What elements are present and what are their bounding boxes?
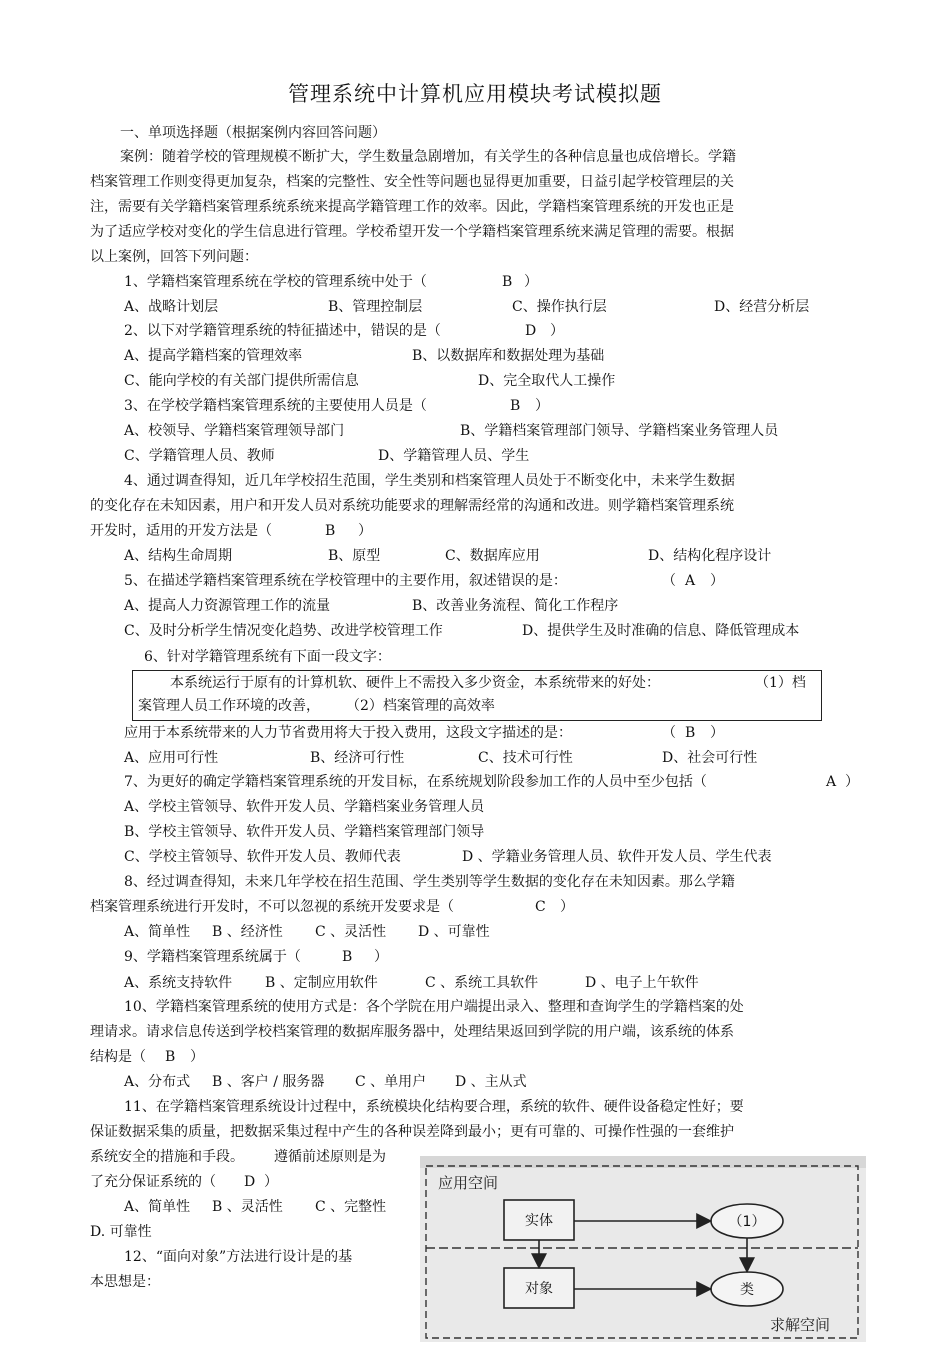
question-10-line-3: 结构是（	[90, 1049, 146, 1065]
question-9-close: ）	[374, 949, 388, 965]
question-11-option-d: D. 可靠性	[90, 1224, 152, 1240]
case-line-1: 案例：随着学校的管理规模不断扩大，学生数量急剧增加，有关学生的各种信息量也成倍增长。学籍	[120, 149, 736, 165]
question-5-stem: 5、在描述学籍档案管理系统在学校管理中的主要作用，叙述错误的是：	[124, 573, 567, 589]
question-4-option-a: A、结构生命周期	[124, 548, 233, 564]
question-3-option-b: B、学籍档案管理部门领导、学籍档案业务管理人员	[460, 423, 779, 439]
question-4-answer: B	[325, 523, 336, 539]
question-6-option-d: D、社会可行性	[662, 750, 758, 766]
question-4-option-c: C、数据库应用	[445, 548, 540, 564]
entity-label: 实体	[525, 1213, 553, 1229]
question-5-open: （	[662, 573, 676, 589]
question-11-option-c: C 、完整性	[315, 1199, 387, 1215]
quoted-text-line-2: 案管理人员工作环境的改善，	[138, 698, 320, 714]
case-line-2: 档案管理工作则变得更加复杂，档案的完整性、安全性等问题也显得更加重要，日益引起学校管理层的关	[90, 174, 734, 190]
question-7-close: ）	[845, 774, 859, 790]
question-6-open: （	[662, 725, 676, 741]
question-5-close: ）	[710, 573, 724, 589]
question-11-close: ）	[264, 1174, 278, 1190]
question-11-option-b: B 、灵活性	[212, 1199, 283, 1215]
question-11-line-4: 了充分保证系统的（	[90, 1174, 216, 1190]
quoted-text-line-1-end: （1）档	[755, 675, 806, 691]
question-10-close: ）	[190, 1049, 204, 1065]
question-5-option-a: A、提高人力资源管理工作的流量	[124, 598, 331, 614]
question-2-stem: 2、以下对学籍管理系统的特征描述中，错误的是（	[124, 323, 441, 339]
question-9-option-c: C 、系统工具软件	[425, 975, 539, 991]
case-line-3: 注，需要有关学籍档案管理系统系统来提高学籍管理工作的效率。因此，学籍档案管理系统的开发也正是	[90, 199, 734, 215]
question-2-option-a: A、提高学籍档案的管理效率	[124, 348, 303, 364]
question-11-line-3-end: 遵循前述原则是为	[274, 1149, 386, 1165]
question-2-option-c: C、能向学校的有关部门提供所需信息	[124, 373, 359, 389]
question-3-answer: B	[510, 398, 521, 414]
quoted-text-line-2-end: （2）档案管理的高效率	[346, 698, 495, 714]
question-6-after: 应用于本系统带来的人力节省费用将大于投入费用，这段文字描述的是：	[124, 725, 572, 741]
question-6-stem: 6、针对学籍管理系统有下面一段文字：	[144, 649, 391, 665]
question-8-option-c: C 、灵活性	[315, 924, 387, 940]
question-4-option-d: D、结构化程序设计	[648, 548, 772, 564]
question-8-option-a: A、简单性	[124, 924, 191, 940]
question-8-answer: C	[535, 899, 546, 915]
question-6-option-b: B、经济可行性	[310, 750, 405, 766]
case-line-4: 为了适应学校对变化的学生信息进行管理。学校希望开发一个学籍档案管理系统来满足管理的需要。根据	[90, 224, 734, 240]
page-title: 管理系统中计算机应用模块考试模拟题	[288, 82, 662, 106]
question-3-option-c: C、学籍管理人员、教师	[124, 448, 275, 464]
question-9-option-b: B 、定制应用软件	[265, 975, 378, 991]
question-6-answer: B	[685, 725, 696, 741]
question-4-close: ）	[358, 523, 372, 539]
question-6-option-a: A、应用可行性	[124, 750, 219, 766]
question-7-option-d: D 、学籍业务管理人员、软件开发人员、学生代表	[462, 849, 772, 865]
question-4-option-b: B、原型	[328, 548, 381, 564]
question-1-option-b: B、管理控制层	[328, 299, 423, 315]
question-1-option-d: D、经营分析层	[714, 299, 810, 315]
quoted-text-line-1: 本系统运行于原有的计算机软、硬件上不需投入多少资金，本系统带来的好处：	[170, 675, 660, 691]
question-8-close: ）	[560, 899, 574, 915]
question-12-line-1: 12、“面向对象”方法进行设计是的基	[124, 1249, 353, 1265]
question-10-answer: B	[165, 1049, 176, 1065]
blank-label: （1）	[728, 1214, 766, 1230]
question-5-answer: A	[685, 573, 696, 589]
question-9-option-a: A、系统支持软件	[124, 975, 233, 991]
question-4-line-1: 4、通过调查得知，近几年学校招生范围，学生类别和档案管理人员处于不断变化中，未来学生数据	[124, 473, 735, 489]
section-heading: 一、单项选择题（根据案例内容回答问题）	[120, 125, 386, 141]
question-4-line-3: 开发时，适用的开发方法是（	[90, 523, 272, 539]
question-1-option-a: A、战略计划层	[124, 299, 219, 315]
question-3-close: ）	[535, 398, 549, 414]
question-7-stem: 7、为更好的确定学籍档案管理系统的开发目标，在系统规划阶段参加工作的人员中至少包括（	[124, 774, 707, 790]
question-11-option-a: A、简单性	[124, 1199, 191, 1215]
question-1-close: ）	[524, 274, 538, 290]
question-5-option-c: C、及时分析学生情况变化趋势、改进学校管理工作	[124, 623, 443, 639]
question-6-option-c: C、技术可行性	[478, 750, 573, 766]
class-label: 类	[740, 1282, 754, 1298]
question-10-option-b: B 、客户 / 服务器	[212, 1074, 325, 1090]
question-8-option-b: B 、经济性	[212, 924, 283, 940]
question-4-line-2: 的变化存在未知因素，用户和开发人员对系统功能要求的理解需经常的沟通和改进。则学籍档案管理系统	[90, 498, 734, 514]
question-3-stem: 3、在学校学籍档案管理系统的主要使用人员是（	[124, 398, 427, 414]
question-3-option-d: D、学籍管理人员、学生	[378, 448, 530, 464]
question-10-option-d: D 、主从式	[455, 1074, 527, 1090]
question-2-answer: D	[525, 323, 537, 339]
question-7-option-b: B、学校主管领导、软件开发人员、学籍档案管理部门领导	[124, 824, 485, 840]
question-11-line-3: 系统安全的措施和手段。	[90, 1149, 244, 1165]
question-7-option-c: C、学校主管领导、软件开发人员、教师代表	[124, 849, 401, 865]
question-9-answer: B	[342, 949, 353, 965]
application-space-label: 应用空间	[438, 1174, 499, 1192]
case-line-5: 以上案例，回答下列问题：	[90, 249, 258, 265]
question-9-option-d: D 、电子上午软件	[585, 975, 699, 991]
question-1-stem: 1、学籍档案管理系统在学校的管理系统中处于（	[124, 274, 427, 290]
question-1-option-c: C、操作执行层	[512, 299, 607, 315]
question-7-option-a: A、学校主管领导、软件开发人员、学籍档案业务管理人员	[124, 799, 485, 815]
question-3-option-a: A、校领导、学籍档案管理领导部门	[124, 423, 345, 439]
question-7-answer: A	[826, 774, 837, 790]
question-12-line-2: 本思想是：	[90, 1274, 160, 1290]
question-2-option-d: D、完全取代人工操作	[478, 373, 616, 389]
question-9-stem: 9、学籍档案管理系统属于（	[124, 949, 301, 965]
object-label: 对象	[525, 1281, 553, 1297]
question-5-option-d: D、提供学生及时准确的信息、降低管理成本	[522, 623, 800, 639]
question-6-close: ）	[710, 725, 724, 741]
question-2-close: ）	[550, 323, 564, 339]
question-8-line-1: 8、经过调查得知，未来几年学校在招生范围、学生类别等学生数据的变化存在未知因素。那么学籍	[124, 874, 735, 890]
question-11-line-2: 保证数据采集的质量，把数据采集过程中产生的各种误差降到最小；更有可靠的、可操作性强的一套维护	[90, 1124, 734, 1140]
question-10-option-a: A、分布式	[124, 1074, 191, 1090]
question-8-option-d: D 、可靠性	[418, 924, 490, 940]
solution-space-label: 求解空间	[770, 1316, 831, 1334]
question-5-option-b: B、改善业务流程、简化工作程序	[412, 598, 619, 614]
question-10-line-1: 10、学籍档案管理系统的使用方式是：各个学院在用户端提出录入、整理和查询学生的学籍档案的处	[124, 999, 744, 1015]
question-1-answer: B	[502, 274, 513, 290]
question-10-option-c: C 、单用户	[355, 1074, 427, 1090]
object-oriented-diagram	[420, 1156, 866, 1342]
question-11-line-1: 11、在学籍档案管理系统设计过程中，系统模块化结构要合理，系统的软件、硬件设备稳定性好；要	[124, 1099, 744, 1115]
question-10-line-2: 理请求。请求信息传送到学校档案管理的数据库服务器中，处理结果返回到学院的用户端，该系统的体系	[90, 1024, 734, 1040]
question-8-line-2: 档案管理系统进行开发时，不可以忽视的系统开发要求是（	[90, 899, 454, 915]
question-2-option-b: B、以数据库和数据处理为基础	[412, 348, 605, 364]
question-11-answer: D	[244, 1174, 256, 1190]
